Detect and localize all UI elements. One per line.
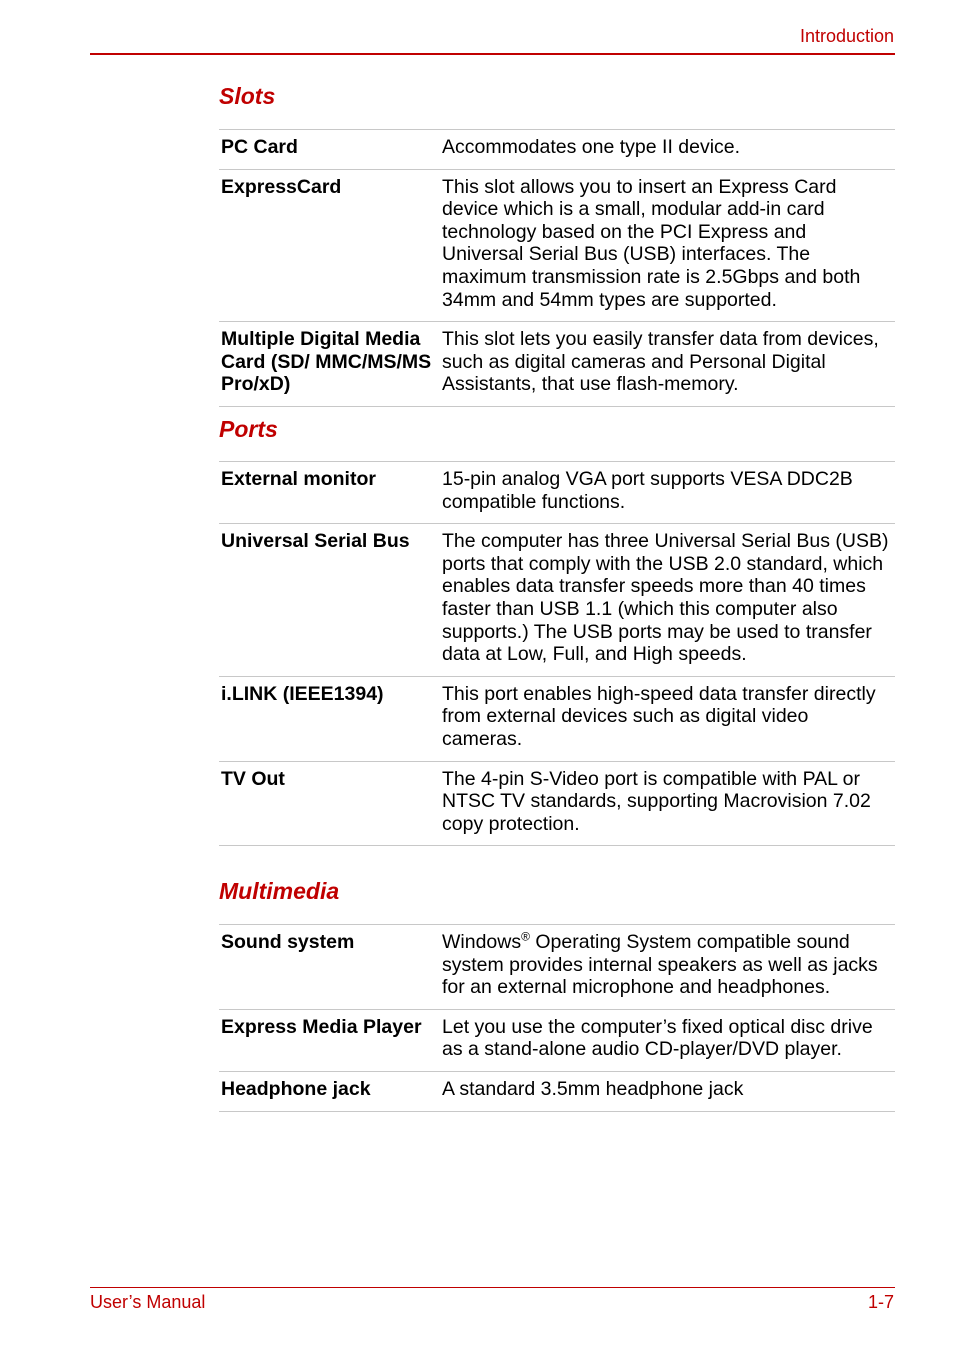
registered-mark: ® bbox=[521, 929, 530, 944]
row-term: Universal Serial Bus bbox=[221, 530, 410, 553]
row-term: ExpressCard bbox=[221, 175, 342, 198]
row-description: A standard 3.5mm headphone jack bbox=[442, 1077, 744, 1100]
table-row bbox=[219, 1072, 895, 1112]
row-description: This slot allows you to insert an Express Card device which is a small, modular add-in card technology based on the PCI Express and Universal Serial Bus (USB) interfaces. The maximum transmission rate is 2.5Gbps and both 34mm and 54mm types are supported. bbox=[442, 175, 861, 311]
row-term: PC Card bbox=[221, 136, 298, 158]
footer-divider bbox=[90, 1287, 895, 1288]
table-row bbox=[219, 524, 895, 677]
row-term: Headphone jack bbox=[221, 1077, 371, 1100]
header-divider bbox=[90, 53, 895, 55]
table-row bbox=[219, 762, 895, 847]
table-row bbox=[219, 677, 895, 762]
page-number: 1-7 bbox=[867, 1292, 894, 1312]
table-row bbox=[219, 130, 895, 170]
row-description: 15-pin analog VGA port supports VESA DDC2B compatible functions. bbox=[442, 468, 853, 513]
ports-table bbox=[219, 461, 895, 846]
row-term: Express Media Player bbox=[221, 1015, 422, 1038]
chapter-title: Introduction bbox=[799, 26, 894, 46]
row-description: Let you use the computer’s fixed optical disc drive as a stand-alone audio CD-player/DVD player. bbox=[442, 1015, 873, 1061]
table-row bbox=[219, 322, 895, 407]
slots-table bbox=[219, 129, 895, 407]
row-description: The computer has three Universal Serial Bus (USB) ports that comply with the USB 2.0 standard, which enables data transfer speeds more than 40 times faster than USB 1.1 (which this computer also supports.) The USB ports may be used to transfer data at Low, Full, and High speeds. bbox=[442, 530, 889, 666]
row-description: This port enables high-speed data transfer directly from external devices such as digital video cameras. bbox=[442, 682, 876, 750]
row-description: The 4-pin S-Video port is compatible with PAL or NTSC TV standards, supporting Macrovision 7.02 copy protection. bbox=[442, 767, 871, 835]
row-term: External monitor bbox=[221, 468, 376, 490]
row-description bbox=[442, 931, 895, 999]
section-title-ports: Ports bbox=[219, 416, 278, 442]
row-term: TV Out bbox=[221, 767, 285, 790]
trademark-windows: Windows bbox=[442, 931, 522, 953]
manual-title: User’s Manual bbox=[90, 1292, 206, 1312]
row-term: i.LINK (IEEE1394) bbox=[221, 682, 384, 705]
section-title-multimedia: Multimedia bbox=[219, 878, 340, 904]
table-row bbox=[219, 462, 895, 524]
multimedia-table bbox=[219, 924, 895, 1112]
table-row bbox=[219, 925, 895, 1010]
table-row bbox=[219, 170, 895, 323]
row-description-text: Operating System compatible sound system provides internal speakers as well as jacks for an external microphone and headphones. bbox=[442, 931, 878, 999]
table-row bbox=[219, 1010, 895, 1072]
section-title-slots: Slots bbox=[219, 83, 276, 109]
row-term: Sound system bbox=[221, 931, 355, 953]
row-description: This slot lets you easily transfer data from devices, such as digital cameras and Personal Digital Assistants, that use flash-memory. bbox=[442, 328, 879, 396]
row-term: Multiple Digital Media Card (SD/ MMC/MS/MS Pro/xD) bbox=[221, 328, 432, 396]
row-description: Accommodates one type II device. bbox=[442, 136, 741, 158]
